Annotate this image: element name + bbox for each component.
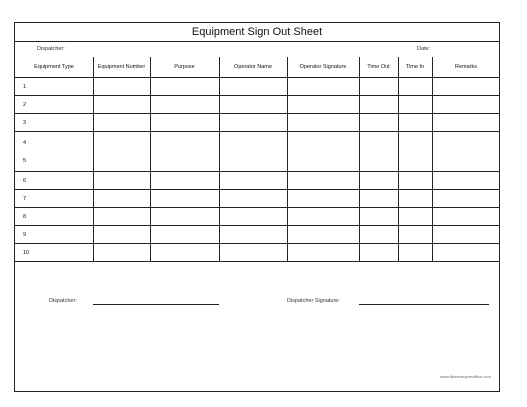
row-number: 4 [23, 139, 27, 146]
purpose-cell[interactable] [150, 244, 219, 262]
equipment-number-cell[interactable] [93, 78, 150, 96]
column-header-operator-name: Operator Name [234, 64, 272, 70]
operator-name-cell[interactable] [219, 96, 287, 114]
purpose-cell[interactable] [150, 190, 219, 208]
column-header-remarks: Remarks [454, 64, 477, 70]
purpose-cell[interactable] [150, 132, 219, 172]
time-out-cell[interactable] [359, 132, 398, 172]
time-out-cell[interactable] [359, 114, 398, 132]
column-header-operator-signature: Operator Signature [299, 64, 347, 70]
equipment-sign-out-sheet [14, 22, 500, 392]
row-number: 5 [23, 157, 27, 164]
time-out-cell[interactable] [359, 208, 398, 226]
sign-out-table [15, 77, 500, 263]
row-number: 8 [15, 208, 93, 226]
time-out-cell[interactable] [359, 78, 398, 96]
dispatcher-signoff-line[interactable] [93, 304, 219, 305]
operator-signature-cell[interactable] [287, 172, 359, 190]
column-header-row [15, 57, 500, 77]
table-row [15, 114, 500, 132]
operator-signature-cell[interactable] [287, 244, 359, 262]
remarks-cell[interactable] [432, 190, 500, 208]
date-label: Date: [417, 46, 431, 52]
dispatcher-signature-line[interactable] [359, 304, 489, 305]
time-out-cell[interactable] [359, 96, 398, 114]
operator-name-cell[interactable] [219, 190, 287, 208]
dispatcher-label: Dispatcher: [37, 46, 65, 52]
time-in-cell[interactable] [398, 190, 432, 208]
purpose-cell[interactable] [150, 208, 219, 226]
column-header-time-in: Time In [405, 64, 425, 70]
operator-name-cell[interactable] [219, 114, 287, 132]
time-in-cell[interactable] [398, 132, 432, 172]
footer-note: www.fileenvelopesoffice.com [439, 374, 491, 379]
remarks-cell[interactable] [432, 132, 500, 172]
row-number-pair [15, 132, 93, 172]
time-out-cell[interactable] [359, 226, 398, 244]
table-row [15, 96, 500, 114]
time-in-cell[interactable] [398, 78, 432, 96]
equipment-number-cell[interactable] [93, 96, 150, 114]
purpose-cell[interactable] [150, 226, 219, 244]
operator-name-cell[interactable] [219, 172, 287, 190]
operator-name-cell[interactable] [219, 132, 287, 172]
table-row [15, 78, 500, 96]
remarks-cell[interactable] [432, 244, 500, 262]
remarks-cell[interactable] [432, 96, 500, 114]
operator-signature-cell[interactable] [287, 96, 359, 114]
table-row [15, 172, 500, 190]
operator-name-cell[interactable] [219, 226, 287, 244]
row-number: 1 [15, 78, 93, 96]
operator-signature-cell[interactable] [287, 78, 359, 96]
time-in-cell[interactable] [398, 172, 432, 190]
time-in-cell[interactable] [398, 244, 432, 262]
time-out-cell[interactable] [359, 244, 398, 262]
purpose-cell[interactable] [150, 114, 219, 132]
row-number: 10 [15, 244, 93, 262]
table-bottom-rule [15, 262, 500, 263]
remarks-cell[interactable] [432, 226, 500, 244]
operator-signature-cell[interactable] [287, 190, 359, 208]
row-number: 9 [15, 226, 93, 244]
operator-signature-cell[interactable] [287, 114, 359, 132]
operator-name-cell[interactable] [219, 244, 287, 262]
remarks-cell[interactable] [432, 78, 500, 96]
purpose-cell[interactable] [150, 96, 219, 114]
equipment-number-cell[interactable] [93, 114, 150, 132]
time-in-cell[interactable] [398, 96, 432, 114]
time-in-cell[interactable] [398, 114, 432, 132]
table-row [15, 132, 500, 172]
operator-name-cell[interactable] [219, 208, 287, 226]
dispatcher-signoff-label: Dispatcher: [49, 298, 77, 304]
row-number: 6 [15, 172, 93, 190]
remarks-cell[interactable] [432, 114, 500, 132]
table-row [15, 244, 500, 262]
equipment-number-cell[interactable] [93, 208, 150, 226]
column-header-equipment-type: Equipment Type [34, 64, 74, 70]
column-header-purpose: Purpose [174, 64, 195, 70]
purpose-cell[interactable] [150, 172, 219, 190]
equipment-number-cell[interactable] [93, 132, 150, 172]
time-out-cell[interactable] [359, 190, 398, 208]
operator-signature-cell[interactable] [287, 132, 359, 172]
table-row [15, 208, 500, 226]
time-in-cell[interactable] [398, 208, 432, 226]
equipment-number-cell[interactable] [93, 190, 150, 208]
table-row [15, 226, 500, 244]
time-in-cell[interactable] [398, 226, 432, 244]
column-header-time-out: Time Out [367, 64, 390, 70]
operator-name-cell[interactable] [219, 78, 287, 96]
purpose-cell[interactable] [150, 78, 219, 96]
table-row [15, 190, 500, 208]
equipment-number-cell[interactable] [93, 244, 150, 262]
equipment-number-cell[interactable] [93, 226, 150, 244]
time-out-cell[interactable] [359, 172, 398, 190]
row-number: 3 [15, 114, 93, 132]
column-header-equipment-number: Equipment Number [97, 64, 146, 70]
sheet-title: Equipment Sign Out Sheet [15, 23, 499, 42]
row-number: 7 [15, 190, 93, 208]
dispatcher-signature-label: Dispatcher Signature: [287, 298, 340, 304]
operator-signature-cell[interactable] [287, 226, 359, 244]
operator-signature-cell[interactable] [287, 208, 359, 226]
remarks-cell[interactable] [432, 172, 500, 190]
remarks-cell[interactable] [432, 208, 500, 226]
row-number: 2 [15, 96, 93, 114]
equipment-number-cell[interactable] [93, 172, 150, 190]
